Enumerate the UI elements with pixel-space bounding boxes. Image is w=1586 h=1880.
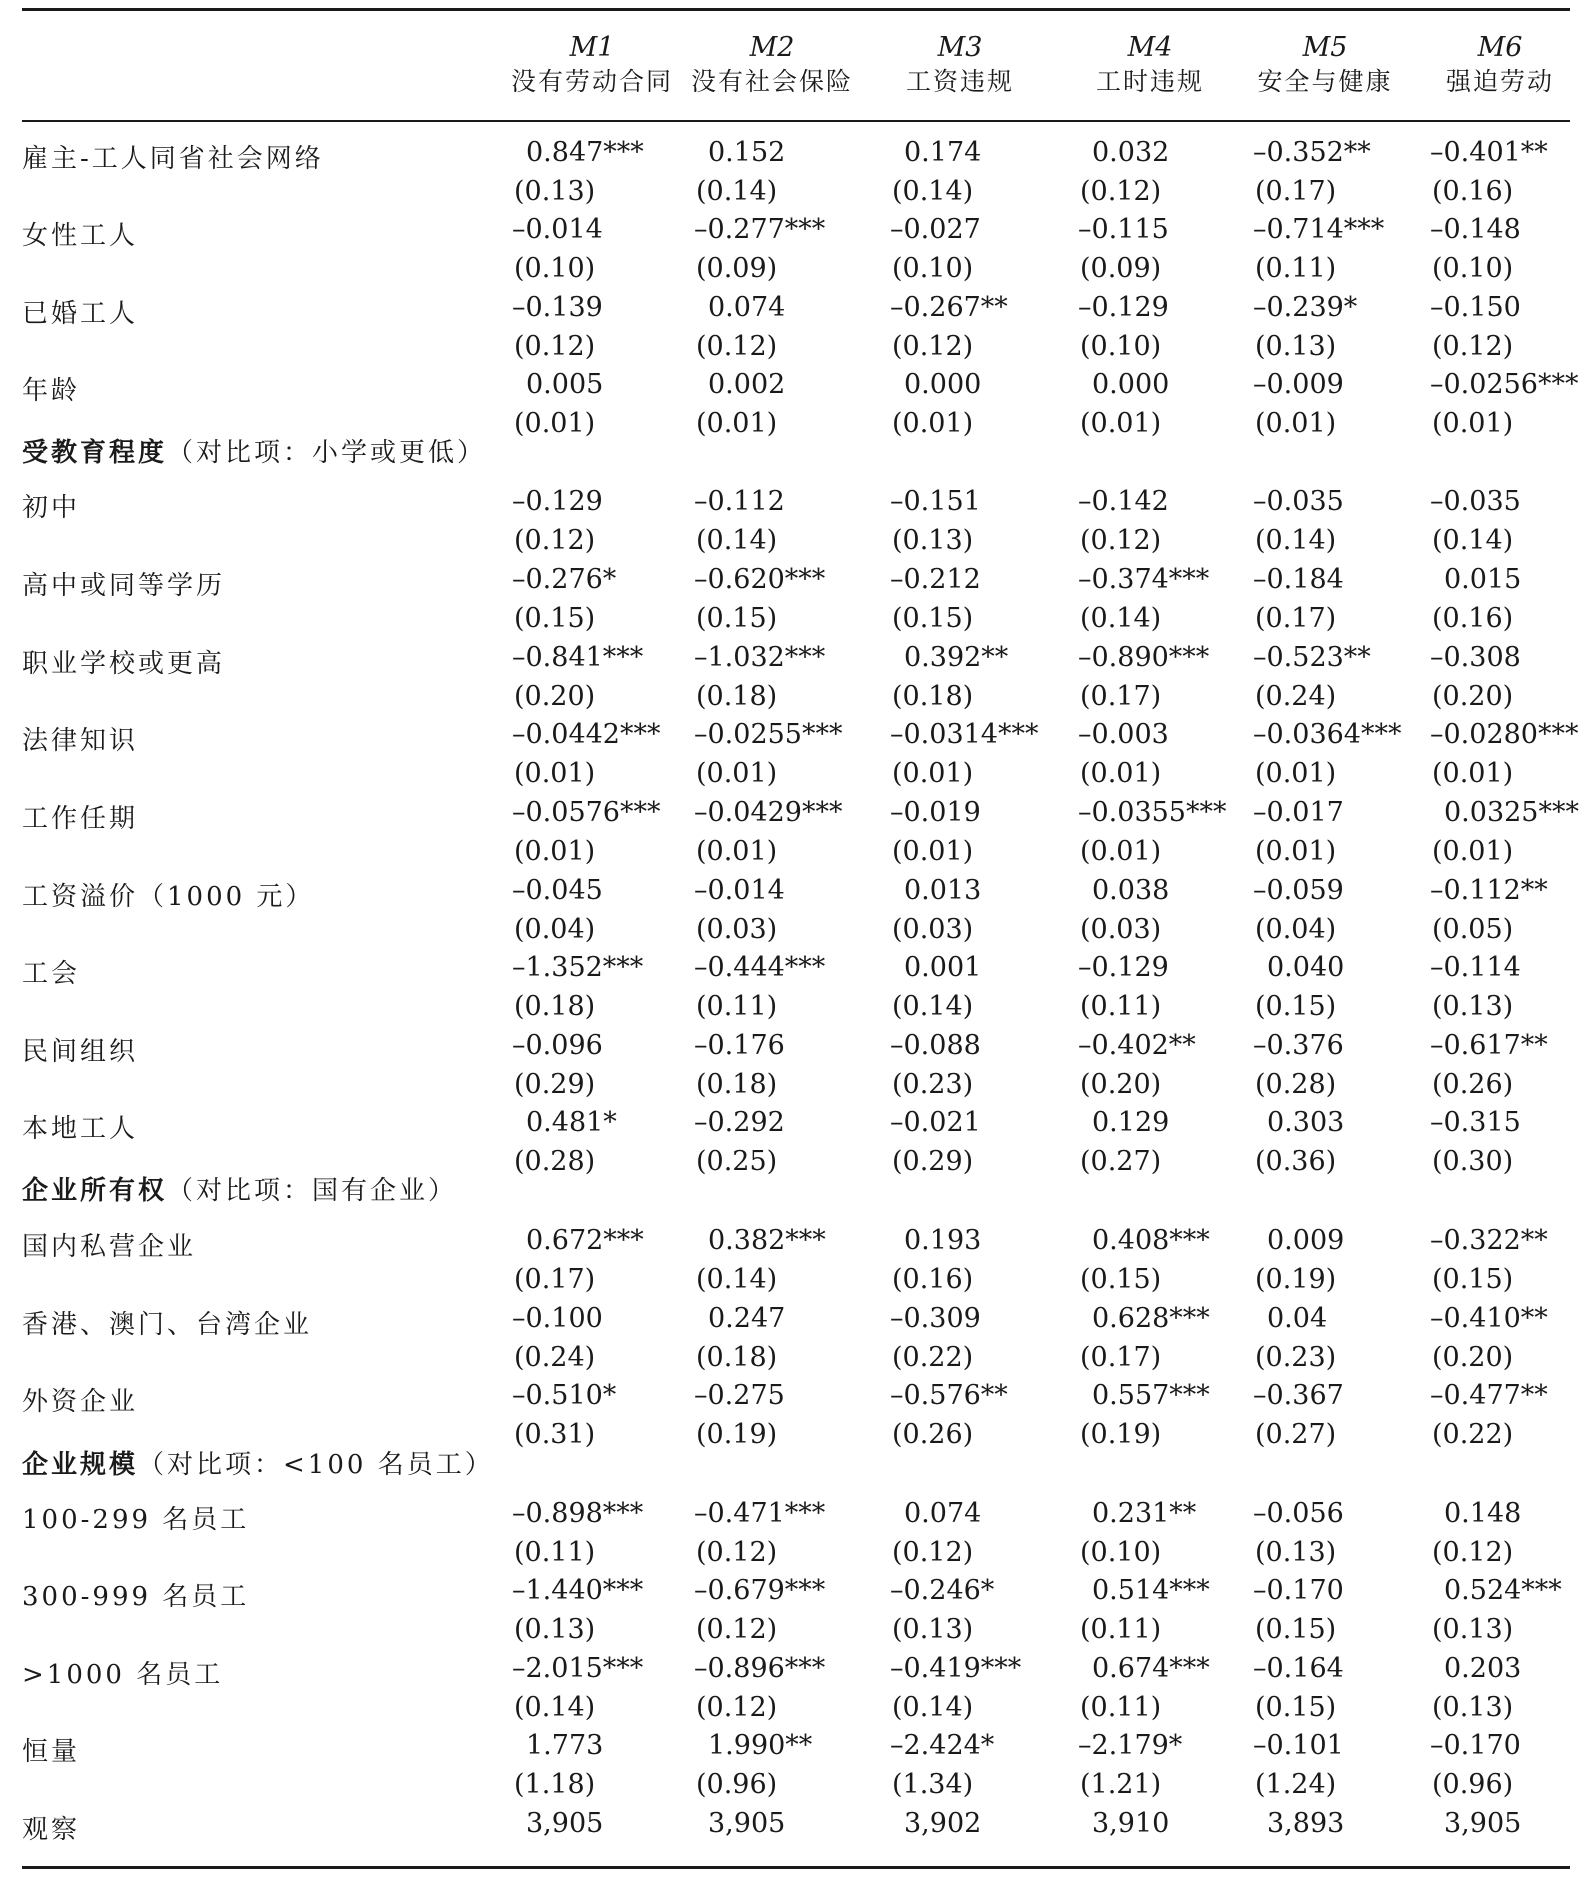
coefficient-cell: –0.352**: [1253, 137, 1371, 168]
std-error-cell: (0.26): [892, 1419, 974, 1450]
coefficient-cell: –0.100: [512, 1303, 603, 1334]
coefficient-cell: 0.013: [904, 875, 982, 906]
top-rule: [22, 8, 1570, 11]
std-error-cell: (0.13): [514, 176, 596, 207]
std-error-cell: (0.27): [1080, 1146, 1162, 1177]
section-title: 企业所有权: [22, 1176, 168, 1206]
coefficient-cell: –0.444***: [694, 952, 826, 983]
std-error-cell: (0.14): [892, 991, 974, 1022]
std-error-cell: (0.18): [892, 681, 974, 712]
coefficient-cell: 0.847***: [526, 137, 644, 168]
std-error-cell: (0.11): [1080, 1614, 1162, 1645]
std-error-cell: (1.21): [1080, 1769, 1162, 1800]
std-error-cell: (0.01): [514, 758, 596, 789]
coefficient-cell: –0.0364***: [1253, 719, 1402, 750]
std-error-cell: (0.15): [1080, 1264, 1162, 1295]
coefficient-cell: 3,905: [708, 1808, 786, 1839]
model-title: 强迫劳动: [1445, 67, 1554, 96]
coefficient-cell: –0.679***: [694, 1575, 826, 1606]
row-label: 雇主-工人同省社会网络: [22, 144, 324, 174]
coefficient-cell: 0.203: [1444, 1653, 1522, 1684]
coefficient-cell: 0.074: [708, 292, 786, 323]
coefficient-cell: –1.032***: [694, 642, 826, 673]
row-label: 高中或同等学历: [22, 571, 226, 601]
coefficient-cell: 0.129: [1092, 1107, 1170, 1138]
std-error-cell: (0.18): [696, 1342, 778, 1373]
std-error-cell: (0.31): [514, 1419, 596, 1450]
coefficient-cell: 0.015: [1444, 564, 1522, 595]
coefficient-cell: 0.040: [1267, 952, 1345, 983]
row-label: 外资企业: [22, 1387, 139, 1417]
coefficient-cell: –0.0576***: [512, 797, 661, 828]
std-error-cell: (0.13): [1432, 1614, 1514, 1645]
std-error-cell: (0.20): [514, 681, 596, 712]
row-label: 观察: [22, 1815, 81, 1845]
coefficient-cell: –0.114: [1430, 952, 1521, 983]
std-error-cell: (0.14): [514, 1692, 596, 1723]
coefficient-cell: 0.247: [708, 1303, 786, 1334]
std-error-cell: (0.04): [514, 914, 596, 945]
std-error-cell: (0.23): [892, 1069, 974, 1100]
std-error-cell: (0.29): [892, 1146, 974, 1177]
std-error-cell: (0.15): [696, 603, 778, 634]
model-title: 工时违规: [1095, 67, 1204, 96]
coefficient-cell: –0.410**: [1430, 1303, 1548, 1334]
coefficient-cell: 3,910: [1092, 1808, 1170, 1839]
coefficient-cell: –0.890***: [1078, 642, 1210, 673]
coefficient-cell: –0.510*: [512, 1380, 617, 1411]
model-label: M4: [1127, 32, 1173, 63]
std-error-cell: (0.20): [1080, 1069, 1162, 1100]
coefficient-cell: –0.045: [512, 875, 603, 906]
std-error-cell: (0.01): [514, 408, 596, 439]
coefficient-cell: 0.193: [904, 1225, 982, 1256]
coefficient-cell: –0.0255***: [694, 719, 843, 750]
std-error-cell: (0.14): [1080, 603, 1162, 634]
coefficient-cell: 0.04: [1267, 1303, 1328, 1334]
coefficient-cell: –0.129: [1078, 952, 1169, 983]
coefficient-cell: 0.074: [904, 1498, 982, 1529]
model-label: M6: [1477, 32, 1523, 63]
std-error-cell: (0.13): [892, 525, 974, 556]
std-error-cell: (0.20): [1432, 1342, 1514, 1373]
std-error-cell: (0.01): [1255, 408, 1337, 439]
std-error-cell: (1.24): [1255, 1769, 1337, 1800]
coefficient-cell: 0.303: [1267, 1107, 1345, 1138]
row-label: 职业学校或更高: [22, 649, 226, 679]
std-error-cell: (0.17): [1080, 681, 1162, 712]
coefficient-cell: –0.523**: [1253, 642, 1371, 673]
std-error-cell: (0.01): [892, 836, 974, 867]
column-header-m6: [1410, 32, 1586, 100]
std-error-cell: (0.13): [1255, 331, 1337, 362]
std-error-cell: (0.15): [1255, 991, 1337, 1022]
std-error-cell: (0.01): [1080, 408, 1162, 439]
row-label: 已婚工人: [22, 299, 139, 329]
row-label: 女性工人: [22, 221, 139, 251]
section-heading: [22, 1170, 457, 1207]
coefficient-cell: 0.524***: [1444, 1575, 1562, 1606]
std-error-cell: (0.22): [892, 1342, 974, 1373]
column-header-m4: [1060, 32, 1240, 100]
coefficient-cell: 0.672***: [526, 1225, 644, 1256]
coefficient-cell: –0.292: [694, 1107, 785, 1138]
std-error-cell: (0.12): [1080, 176, 1162, 207]
row-label: 恒量: [22, 1737, 81, 1767]
coefficient-cell: 1.990**: [708, 1730, 813, 1761]
coefficient-cell: –2.015***: [512, 1653, 644, 1684]
coefficient-cell: –0.277***: [694, 214, 826, 245]
std-error-cell: (0.15): [1255, 1614, 1337, 1645]
coefficient-cell: –0.014: [694, 875, 785, 906]
coefficient-cell: –0.367: [1253, 1380, 1344, 1411]
coefficient-cell: –0.096: [512, 1030, 603, 1061]
coefficient-cell: 0.038: [1092, 875, 1170, 906]
coefficient-cell: –0.898***: [512, 1498, 644, 1529]
coefficient-cell: –0.184: [1253, 564, 1344, 595]
std-error-cell: (0.30): [1432, 1146, 1514, 1177]
std-error-cell: (0.19): [1255, 1264, 1337, 1295]
coefficient-cell: –0.374***: [1078, 564, 1210, 595]
std-error-cell: (0.09): [1080, 253, 1162, 284]
std-error-cell: (0.12): [696, 1692, 778, 1723]
std-error-cell: (0.18): [696, 681, 778, 712]
coefficient-cell: –0.275: [694, 1380, 785, 1411]
coefficient-cell: –0.056: [1253, 1498, 1344, 1529]
std-error-cell: (0.01): [1432, 836, 1514, 867]
coefficient-cell: 0.557***: [1092, 1380, 1210, 1411]
coefficient-cell: –0.376: [1253, 1030, 1344, 1061]
std-error-cell: (0.12): [696, 1614, 778, 1645]
std-error-cell: (0.18): [514, 991, 596, 1022]
std-error-cell: (0.15): [1255, 1692, 1337, 1723]
std-error-cell: (0.03): [696, 914, 778, 945]
coefficient-cell: –0.148: [1430, 214, 1521, 245]
std-error-cell: (0.14): [696, 1264, 778, 1295]
coefficient-cell: 3,893: [1267, 1808, 1345, 1839]
std-error-cell: (0.12): [514, 525, 596, 556]
std-error-cell: (0.14): [1255, 525, 1337, 556]
coefficient-cell: –0.139: [512, 292, 603, 323]
std-error-cell: (0.01): [1255, 836, 1337, 867]
coefficient-cell: 0.514***: [1092, 1575, 1210, 1606]
std-error-cell: (0.20): [1432, 681, 1514, 712]
std-error-cell: (0.12): [514, 331, 596, 362]
row-label: 工作任期: [22, 804, 139, 834]
std-error-cell: (0.11): [1080, 1692, 1162, 1723]
coefficient-cell: –0.0314***: [890, 719, 1039, 750]
std-error-cell: (0.14): [892, 176, 974, 207]
model-label: M5: [1302, 32, 1348, 63]
std-error-cell: (0.10): [892, 253, 974, 284]
model-title: 安全与健康: [1257, 67, 1393, 96]
coefficient-cell: –0.0256***: [1430, 369, 1579, 400]
section-reference: （对比项：小学或更低）: [167, 438, 487, 468]
std-error-cell: (0.25): [696, 1146, 778, 1177]
coefficient-cell: –0.142: [1078, 486, 1169, 517]
std-error-cell: (0.96): [696, 1769, 778, 1800]
std-error-cell: (0.36): [1255, 1146, 1337, 1177]
std-error-cell: (0.15): [1432, 1264, 1514, 1295]
std-error-cell: (0.01): [1080, 758, 1162, 789]
model-label: M2: [749, 32, 795, 63]
coefficient-cell: –0.620***: [694, 564, 826, 595]
std-error-cell: (0.11): [1255, 253, 1337, 284]
std-error-cell: (0.17): [1080, 1342, 1162, 1373]
std-error-cell: (0.29): [514, 1069, 596, 1100]
std-error-cell: (0.19): [696, 1419, 778, 1450]
section-heading: [22, 432, 486, 469]
coefficient-cell: –0.035: [1430, 486, 1521, 517]
coefficient-cell: –0.276*: [512, 564, 617, 595]
coefficient-cell: –0.267**: [890, 292, 1008, 323]
std-error-cell: (0.01): [514, 836, 596, 867]
section-heading: [22, 1444, 494, 1481]
std-error-cell: (0.13): [1432, 991, 1514, 1022]
coefficient-cell: –2.179*: [1078, 1730, 1183, 1761]
coefficient-cell: –0.309: [890, 1303, 981, 1334]
row-label: 工会: [22, 959, 81, 989]
std-error-cell: (0.12): [892, 1537, 974, 1568]
model-label: M1: [569, 32, 615, 63]
coefficient-cell: –0.0355***: [1078, 797, 1227, 828]
std-error-cell: (0.01): [1080, 836, 1162, 867]
coefficient-cell: –0.019: [890, 797, 981, 828]
coefficient-cell: 3,905: [526, 1808, 604, 1839]
coefficient-cell: –0.896***: [694, 1653, 826, 1684]
coefficient-cell: –0.003: [1078, 719, 1169, 750]
row-label: 初中: [22, 493, 81, 523]
coefficient-cell: 0.408***: [1092, 1225, 1210, 1256]
coefficient-cell: –0.714***: [1253, 214, 1385, 245]
coefficient-cell: 0.001: [904, 952, 982, 983]
coefficient-cell: 0.0325***: [1444, 797, 1579, 828]
std-error-cell: (0.17): [514, 1264, 596, 1295]
std-error-cell: (0.09): [696, 253, 778, 284]
coefficient-cell: 0.628***: [1092, 1303, 1210, 1334]
coefficient-cell: –1.352***: [512, 952, 644, 983]
std-error-cell: (0.14): [696, 176, 778, 207]
std-error-cell: (0.01): [892, 758, 974, 789]
std-error-cell: (0.16): [1432, 176, 1514, 207]
coefficient-cell: 0.000: [904, 369, 982, 400]
coefficient-cell: –0.059: [1253, 875, 1344, 906]
coefficient-cell: –0.246*: [890, 1575, 995, 1606]
model-title: 没有社会保险: [690, 67, 853, 96]
section-title: 企业规模: [22, 1450, 139, 1480]
model-title: 工资违规: [905, 67, 1014, 96]
coefficient-cell: 0.481*: [526, 1107, 617, 1138]
coefficient-cell: –0.176: [694, 1030, 785, 1061]
coefficient-cell: 0.152: [708, 137, 786, 168]
coefficient-cell: –0.322**: [1430, 1225, 1548, 1256]
std-error-cell: (0.10): [1080, 331, 1162, 362]
coefficient-cell: 0.000: [1092, 369, 1170, 400]
coefficient-cell: –0.170: [1253, 1575, 1344, 1606]
coefficient-cell: –0.009: [1253, 369, 1344, 400]
std-error-cell: (0.16): [1432, 603, 1514, 634]
coefficient-cell: –0.401**: [1430, 137, 1548, 168]
coefficient-cell: 0.382***: [708, 1225, 826, 1256]
coefficient-cell: –0.014: [512, 214, 603, 245]
std-error-cell: (0.11): [1080, 991, 1162, 1022]
coefficient-cell: 0.674***: [1092, 1653, 1210, 1684]
row-label: 民间组织: [22, 1037, 139, 1067]
coefficient-cell: 0.005: [526, 369, 604, 400]
coefficient-cell: 3,905: [1444, 1808, 1522, 1839]
row-label: 本地工人: [22, 1114, 139, 1144]
std-error-cell: (0.01): [696, 758, 778, 789]
coefficient-cell: –1.440***: [512, 1575, 644, 1606]
model-label: M3: [937, 32, 983, 63]
coefficient-cell: –0.150: [1430, 292, 1521, 323]
coefficient-cell: –0.164: [1253, 1653, 1344, 1684]
row-label: 年龄: [22, 376, 81, 406]
coefficient-cell: –0.021: [890, 1107, 981, 1138]
std-error-cell: (0.04): [1255, 914, 1337, 945]
coefficient-cell: –0.315: [1430, 1107, 1521, 1138]
coefficient-cell: –0.402**: [1078, 1030, 1196, 1061]
std-error-cell: (1.34): [892, 1769, 974, 1800]
std-error-cell: (0.14): [1432, 525, 1514, 556]
coefficient-cell: 0.231**: [1092, 1498, 1197, 1529]
std-error-cell: (0.22): [1432, 1419, 1514, 1450]
std-error-cell: (0.12): [1432, 1537, 1514, 1568]
column-header-m2: [682, 32, 862, 100]
row-label: >1000 名员工: [22, 1660, 224, 1690]
section-title: 受教育程度: [22, 438, 168, 468]
section-reference: （对比项：国有企业）: [167, 1176, 458, 1206]
row-label: 100-299 名员工: [22, 1505, 250, 1535]
coefficient-cell: 0.002: [708, 369, 786, 400]
column-header-m3: [870, 32, 1050, 100]
coefficient-cell: –0.129: [1078, 292, 1169, 323]
row-label: 300-999 名员工: [22, 1582, 250, 1612]
coefficient-cell: –0.617**: [1430, 1030, 1548, 1061]
coefficient-cell: –0.308: [1430, 642, 1521, 673]
std-error-cell: (0.05): [1432, 914, 1514, 945]
coefficient-cell: 0.032: [1092, 137, 1170, 168]
std-error-cell: (0.18): [696, 1069, 778, 1100]
std-error-cell: (0.19): [1080, 1419, 1162, 1450]
std-error-cell: (0.03): [1080, 914, 1162, 945]
coefficient-cell: –0.115: [1078, 214, 1169, 245]
std-error-cell: (0.12): [1080, 525, 1162, 556]
header-rule: [22, 120, 1570, 122]
coefficient-cell: –0.212: [890, 564, 981, 595]
std-error-cell: (0.01): [1255, 758, 1337, 789]
std-error-cell: (0.24): [1255, 681, 1337, 712]
coefficient-cell: –0.170: [1430, 1730, 1521, 1761]
std-error-cell: (0.10): [514, 253, 596, 284]
std-error-cell: (0.11): [696, 991, 778, 1022]
std-error-cell: (0.13): [892, 1614, 974, 1645]
std-error-cell: (0.01): [892, 408, 974, 439]
row-label: 香港、澳门、台湾企业: [22, 1310, 313, 1340]
std-error-cell: (0.10): [1080, 1537, 1162, 1568]
coefficient-cell: –0.0280***: [1430, 719, 1579, 750]
std-error-cell: (0.26): [1432, 1069, 1514, 1100]
coefficient-cell: –0.0442***: [512, 719, 661, 750]
coefficient-cell: –0.0429***: [694, 797, 843, 828]
std-error-cell: (0.14): [892, 1692, 974, 1723]
coefficient-cell: –0.088: [890, 1030, 981, 1061]
coefficient-cell: –2.424*: [890, 1730, 995, 1761]
coefficient-cell: 0.392**: [904, 642, 1009, 673]
std-error-cell: (1.18): [514, 1769, 596, 1800]
coefficient-cell: –0.419***: [890, 1653, 1022, 1684]
std-error-cell: (0.16): [892, 1264, 974, 1295]
coefficient-cell: –0.471***: [694, 1498, 826, 1529]
coefficient-cell: –0.101: [1253, 1730, 1344, 1761]
coefficient-cell: –0.112**: [1430, 875, 1548, 906]
row-label: 法律知识: [22, 726, 139, 756]
coefficient-cell: –0.841***: [512, 642, 644, 673]
std-error-cell: (0.01): [1432, 408, 1514, 439]
std-error-cell: (0.13): [514, 1614, 596, 1645]
std-error-cell: (0.03): [892, 914, 974, 945]
coefficient-cell: –0.477**: [1430, 1380, 1548, 1411]
std-error-cell: (0.27): [1255, 1419, 1337, 1450]
coefficient-cell: 0.174: [904, 137, 982, 168]
std-error-cell: (0.12): [1432, 331, 1514, 362]
coefficient-cell: –0.017: [1253, 797, 1344, 828]
std-error-cell: (0.12): [892, 331, 974, 362]
coefficient-cell: –0.576**: [890, 1380, 1008, 1411]
std-error-cell: (0.17): [1255, 603, 1337, 634]
row-label: 国内私营企业: [22, 1232, 197, 1262]
std-error-cell: (0.13): [1255, 1537, 1337, 1568]
std-error-cell: (0.01): [696, 836, 778, 867]
bottom-rule: [22, 1866, 1570, 1869]
std-error-cell: (0.12): [696, 1537, 778, 1568]
coefficient-cell: –0.027: [890, 214, 981, 245]
std-error-cell: (0.28): [514, 1146, 596, 1177]
coefficient-cell: –0.035: [1253, 486, 1344, 517]
coefficient-cell: 3,902: [904, 1808, 982, 1839]
coefficient-cell: –0.151: [890, 486, 981, 517]
std-error-cell: (0.01): [1432, 758, 1514, 789]
coefficient-cell: –0.129: [512, 486, 603, 517]
coefficient-cell: –0.112: [694, 486, 785, 517]
std-error-cell: (0.96): [1432, 1769, 1514, 1800]
std-error-cell: (0.23): [1255, 1342, 1337, 1373]
std-error-cell: (0.10): [1432, 253, 1514, 284]
coefficient-cell: 1.773: [526, 1730, 604, 1761]
model-title: 没有劳动合同: [510, 67, 673, 96]
std-error-cell: (0.13): [1432, 1692, 1514, 1723]
std-error-cell: (0.15): [892, 603, 974, 634]
column-header-m1: [502, 32, 682, 100]
coefficient-cell: 0.148: [1444, 1498, 1522, 1529]
std-error-cell: (0.24): [514, 1342, 596, 1373]
coefficient-cell: –0.239*: [1253, 292, 1358, 323]
std-error-cell: (0.01): [696, 408, 778, 439]
std-error-cell: (0.11): [514, 1537, 596, 1568]
coefficient-cell: 0.009: [1267, 1225, 1345, 1256]
std-error-cell: (0.15): [514, 603, 596, 634]
std-error-cell: (0.17): [1255, 176, 1337, 207]
std-error-cell: (0.14): [696, 525, 778, 556]
section-reference: （对比项：<100 名员工）: [138, 1450, 494, 1480]
std-error-cell: (0.12): [696, 331, 778, 362]
std-error-cell: (0.28): [1255, 1069, 1337, 1100]
row-label: 工资溢价（1000 元）: [22, 882, 315, 912]
column-header-m5: [1235, 32, 1415, 100]
